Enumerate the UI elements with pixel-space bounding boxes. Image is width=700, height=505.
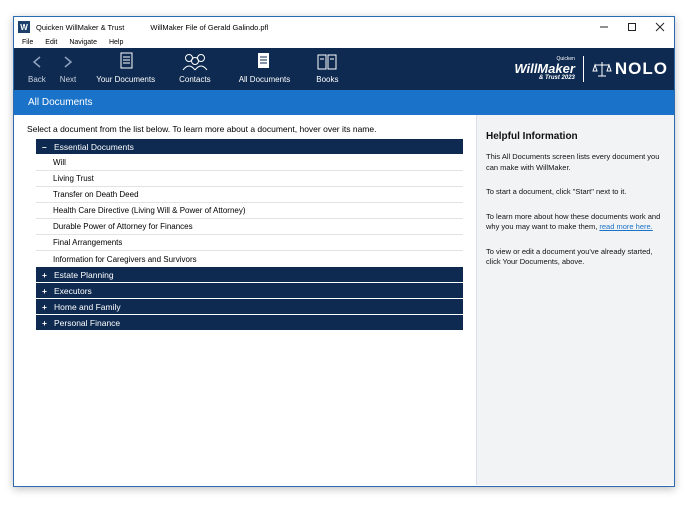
scales-icon — [592, 61, 612, 77]
expand-icon: + — [42, 285, 47, 296]
menu-bar — [14, 37, 674, 48]
minimize-icon — [599, 22, 609, 32]
menu-file[interactable]: File — [22, 39, 34, 46]
all-documents-label: All Documents — [238, 75, 291, 84]
read-more-link[interactable]: read more here. — [599, 222, 653, 231]
menu-navigate[interactable]: Navigate — [69, 39, 97, 46]
minimize-button[interactable] — [590, 17, 618, 37]
brand-quicken: Quicken — [556, 56, 575, 62]
menu-edit[interactable]: Edit — [45, 39, 58, 46]
help-paragraph: This All Documents screen lists every document you can make with WillMaker. — [486, 152, 660, 172]
doc-item-transfer-on-death-deed[interactable]: Transfer on Death Deed — [36, 187, 463, 203]
back-arrow-icon — [30, 55, 44, 69]
your-documents-label: Your Documents — [96, 75, 156, 84]
instructions-text: Select a document from the list below. To learn more about a document, hover over its name. — [27, 124, 377, 134]
section-title: Home and Family — [54, 301, 121, 312]
nolo-logo — [592, 59, 668, 79]
brand-divider — [583, 56, 584, 82]
help-title: Helpful Information — [486, 131, 578, 142]
books-label: Books — [316, 75, 339, 84]
toolbar — [14, 48, 674, 90]
section-executors[interactable] — [36, 283, 463, 298]
books-icon — [316, 52, 338, 72]
back-label: Back — [28, 75, 46, 84]
your-documents-button[interactable] — [96, 52, 155, 90]
help-paragraph — [486, 212, 665, 233]
collapse-icon: – — [42, 141, 47, 152]
document-list — [36, 139, 463, 330]
close-icon — [655, 22, 665, 32]
file-title: WillMaker File of Gerald Galindo.pfl — [150, 22, 269, 32]
expand-icon: + — [42, 317, 47, 328]
brand-willmaker: WillMaker — [514, 61, 575, 76]
expand-icon: + — [42, 301, 47, 312]
help-paragraph: To view or edit a document you've already started, click Your Documents, above. — [486, 246, 653, 266]
brand-trust: & Trust 2023 — [538, 75, 575, 81]
app-window — [13, 16, 675, 487]
doc-item-durable-power-of-attorney[interactable]: Durable Power of Attorney for Finances — [36, 219, 463, 235]
all-documents-icon — [256, 52, 272, 72]
next-arrow-icon — [61, 55, 75, 69]
contacts-label: Contacts — [179, 75, 211, 84]
section-title: Essential Documents — [54, 141, 134, 152]
title-bar — [14, 17, 674, 37]
doc-item-caregivers-survivors[interactable]: Information for Caregivers and Survivors — [53, 254, 197, 264]
books-button[interactable] — [316, 52, 338, 90]
app-title: Quicken WillMaker & Trust — [36, 22, 125, 32]
document-list-panel — [14, 115, 476, 485]
page-title: All Documents — [14, 90, 674, 115]
section-estate-planning[interactable] — [36, 267, 463, 282]
next-button[interactable] — [60, 52, 76, 90]
menu-help[interactable]: Help — [108, 39, 124, 46]
doc-item-will[interactable]: Will — [36, 155, 463, 171]
app-icon: W — [18, 21, 30, 33]
section-essential-documents[interactable] — [36, 139, 463, 154]
contacts-button[interactable] — [179, 52, 211, 90]
maximize-icon — [627, 22, 637, 32]
section-title: Estate Planning — [54, 269, 114, 280]
brand-nolo-text: NOLO — [614, 59, 668, 78]
section-title: Executors — [54, 285, 92, 296]
maximize-button[interactable] — [618, 17, 646, 37]
section-personal-finance[interactable] — [36, 315, 463, 330]
doc-item-final-arrangements[interactable]: Final Arrangements — [36, 235, 463, 251]
back-button[interactable] — [28, 52, 46, 90]
all-documents-button[interactable] — [239, 52, 291, 90]
section-home-and-family[interactable] — [36, 299, 463, 314]
documents-icon — [118, 52, 134, 72]
brand-logo — [514, 54, 668, 84]
expand-icon: + — [42, 269, 47, 280]
next-label: Next — [59, 75, 77, 84]
help-sidebar — [476, 115, 674, 485]
doc-item-living-trust[interactable]: Living Trust — [36, 171, 463, 187]
close-button[interactable] — [646, 17, 674, 37]
willmaker-logo — [514, 57, 575, 81]
contacts-icon — [180, 52, 210, 72]
help-text: To learn more about how these documents work and why you may want to make them, — [486, 211, 661, 231]
section-title: Personal Finance — [54, 317, 121, 328]
help-paragraph: To start a document, click "Start" next to it. — [486, 187, 627, 196]
doc-item-health-care-directive[interactable]: Health Care Directive (Living Will & Power of Attorney) — [36, 203, 463, 219]
